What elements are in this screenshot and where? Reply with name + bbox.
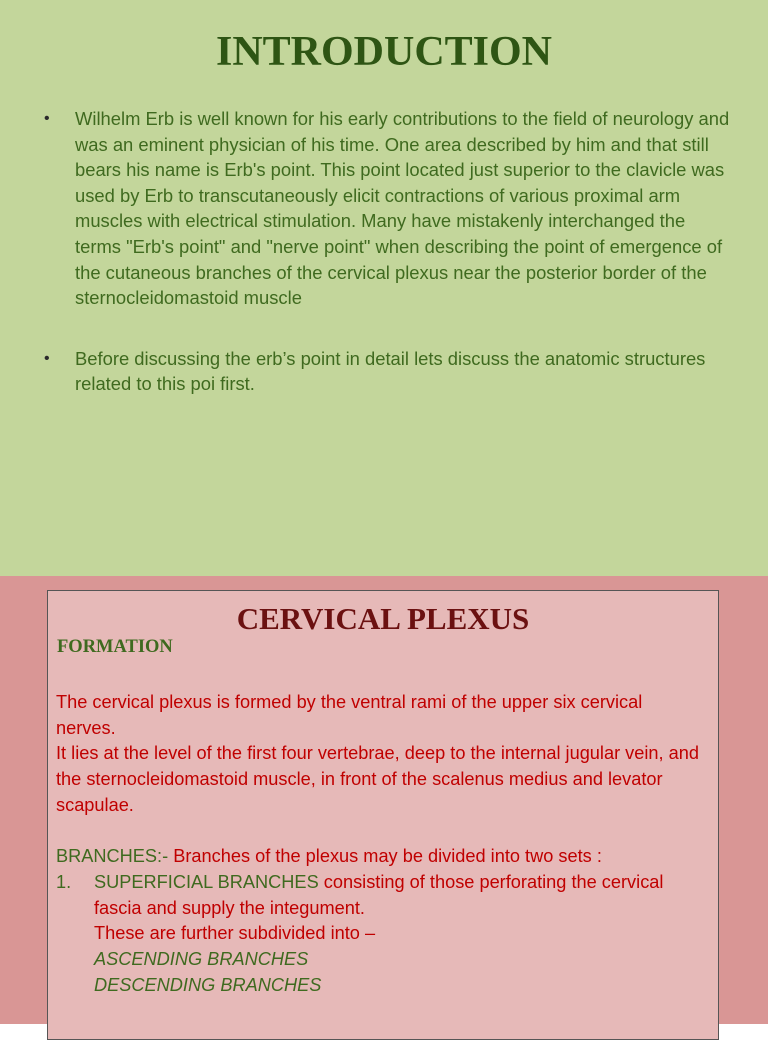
bullet-item <box>44 106 734 311</box>
formation-body <box>56 690 706 998</box>
descending-branches: DESCENDING BRANCHES <box>94 974 322 995</box>
bullet-text: Before discussing the erb’s point in detail lets discuss the anatomic structures related to this poi first. <box>75 347 706 395</box>
slide-title: CERVICAL PLEXUS <box>236 601 530 636</box>
bullet-icon: • <box>44 110 50 127</box>
branches-text: Branches of the plexus may be divided into two sets : <box>168 846 602 867</box>
superficial-branches-text: consisting of those perforating the cervical fascia and supply the integument. <box>94 871 664 918</box>
cervical-plexus-slide <box>0 576 768 1024</box>
branches-line <box>56 844 706 870</box>
bullet-icon: • <box>44 349 50 367</box>
formation-paragraph: It lies at the level of the first four vertebrae, deep to the internal jugular vein, and the sternocleidomastoid muscle, in front of the scalenus medius and levator scapulae. <box>56 743 700 815</box>
content-panel <box>47 590 719 1040</box>
spacer <box>56 819 706 845</box>
list-number: 1. <box>56 871 72 892</box>
slide-title: INTRODUCTION <box>215 29 553 75</box>
formation-heading: FORMATION <box>57 637 173 657</box>
formation-paragraph: The cervical plexus is formed by the ventral rami of the upper six cervical nerves. <box>56 692 643 738</box>
superficial-branches-label: SUPERFICIAL BRANCHES <box>94 871 319 892</box>
subdivided-text: These are further subdivided into – <box>94 923 376 944</box>
bullet-item <box>44 346 734 397</box>
list-item <box>56 870 706 921</box>
ascending-branches: ASCENDING BRANCHES <box>94 949 309 970</box>
branches-label: BRANCHES:- <box>56 846 169 867</box>
bullet-text: Wilhelm Erb is well known for his early contributions to the field of neurology and was an eminent physician of his time. One area described by him and that still bears his name is Erb's point. This point located just superior to the clavicle was used by Erb to transcutaneously elicit contractions of various proximal arm muscles with electrical stimulation. Many have mistakenly interchanged the terms "Erb's point" and "nerve point" when describing the point of emergence of the cutaneous branches of the cervical plexus near the posterior border of the sternocleidomastoid muscle <box>75 108 730 309</box>
bullet-list <box>44 106 734 397</box>
